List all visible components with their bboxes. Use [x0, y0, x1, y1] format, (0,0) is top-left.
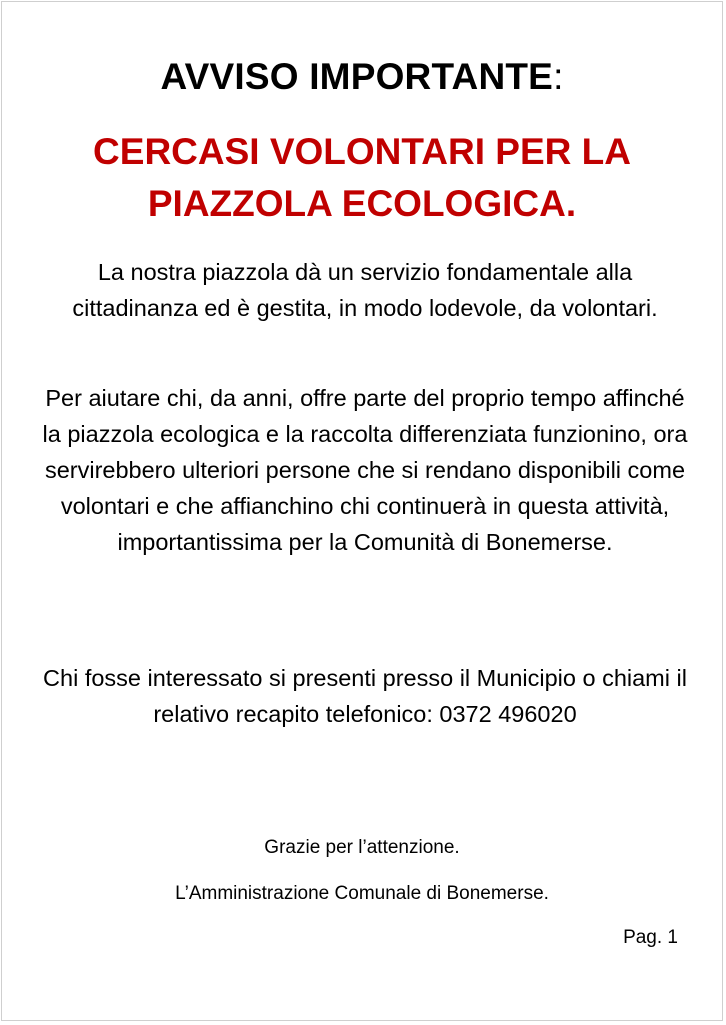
subheadline-line-2: PIAZZOLA ECOLOGICA. — [147, 183, 577, 224]
thanks-line: Grazie per l’attenzione. — [264, 837, 460, 858]
subheadline-line-1: CERCASI VOLONTARI PER LA — [93, 131, 631, 172]
notice-page — [1, 1, 723, 1021]
paragraph-contact: Chi fosse interessato si presenti presso il Municipio o chiami il relativo recapito telefonico: 0372 496020 — [43, 665, 687, 727]
page-number: Pag. 1 — [623, 927, 678, 948]
paragraph-request: Per aiutare chi, da anni, offre parte del proprio tempo affinché la piazzola ecologica e la raccolta differenziata funzionino, ora servirebbero ulteriori persone che si rendano disponibili come volontari e che affianchino chi continuerà in questa attività, importantissima per la Comunità di Bonemerse. — [42, 385, 688, 555]
paragraph-service: La nostra piazzola dà un servizio fondamentale alla cittadinanza ed è gestita, in modo lodevole, da volontari. — [72, 259, 658, 321]
headline — [2, 54, 722, 100]
signature-line: L’Amministrazione Comunale di Bonemerse. — [175, 883, 549, 904]
headline-main: AVVISO IMPORTANTE — [160, 56, 554, 97]
headline-colon: : — [553, 56, 564, 97]
subheadline — [2, 126, 722, 230]
